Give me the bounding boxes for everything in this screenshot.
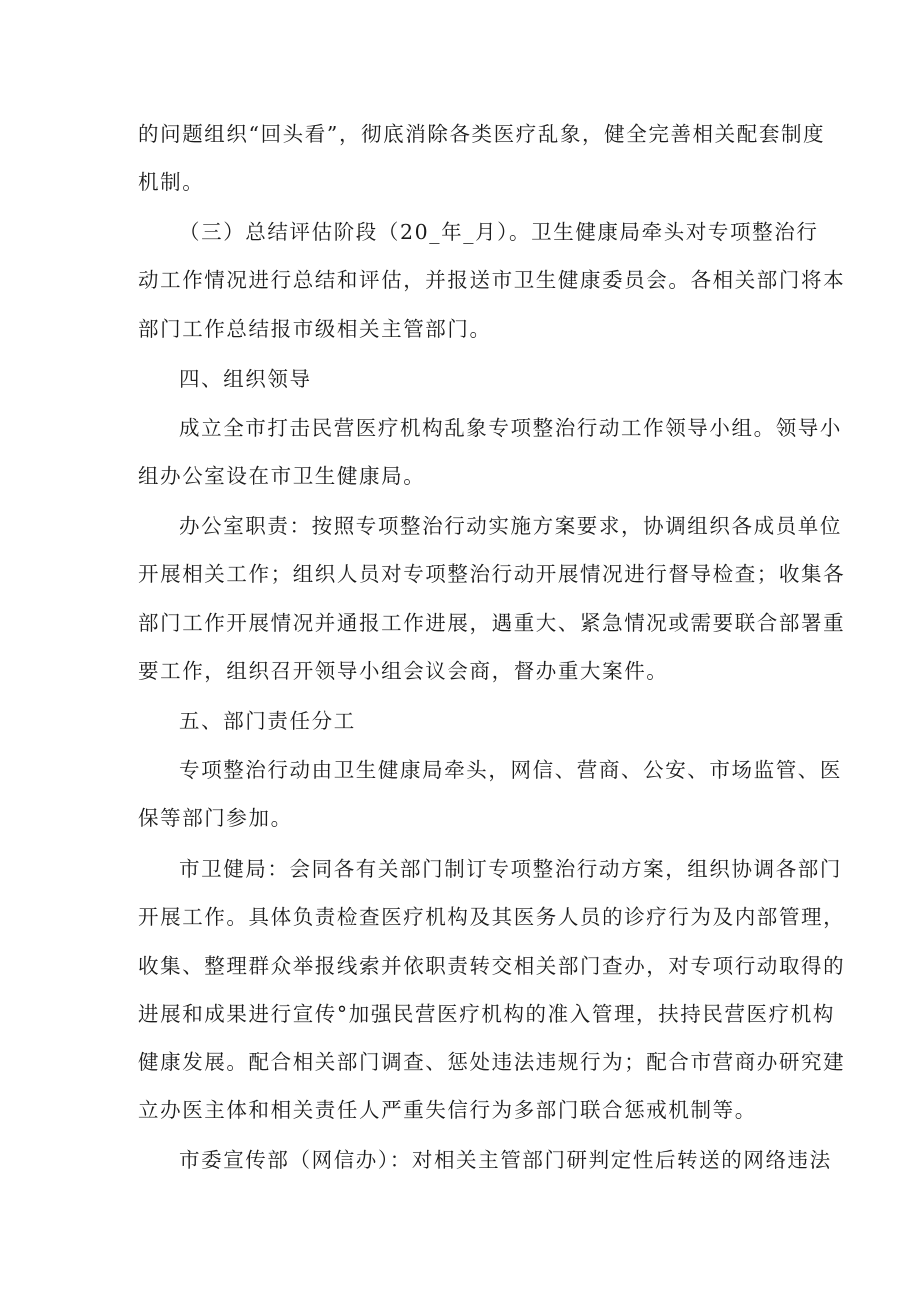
paragraph-lead-department bbox=[138, 746, 842, 843]
text-line: 开展工作。具体负责检查医疗机构及其医务人员的诊疗行为及内部管理， bbox=[138, 905, 846, 930]
text-line: 机制。 bbox=[138, 170, 205, 195]
section-heading-responsibilities bbox=[138, 697, 784, 745]
section-heading-organization bbox=[138, 355, 784, 403]
text-line: 开展相关工作；组织人员对专项整治行动开展情况进行督导检查；收集各 bbox=[138, 562, 846, 587]
text-line: 四、组织领导 bbox=[179, 367, 312, 391]
text-line: 立办医主体和相关责任人严重失信行为多部门联合惩戒机制等。 bbox=[138, 1098, 757, 1123]
paragraph-stage-three bbox=[138, 208, 846, 353]
paragraph-continuation bbox=[138, 110, 826, 207]
text-line: 专项整治行动由卫生健康局牵头，网信、营商、公安、市场监管、医 bbox=[179, 758, 842, 782]
text-line: 组办公室设在市卫生健康局。 bbox=[138, 464, 426, 489]
text-line: 部门工作开展情况并通报工作进展，遇重大、紧急情况或需要联合部署重 bbox=[138, 610, 846, 635]
paragraph-office-duties bbox=[138, 502, 846, 695]
text-line: 市卫健局：会同各有关部门制订专项整治行动方案，组织协调各部门 bbox=[179, 857, 842, 881]
text-line: 部门工作总结报市级相关主管部门。 bbox=[138, 316, 492, 341]
text-line: 动工作情况进行总结和评估，并报送市卫生健康委员会。各相关部门将本 bbox=[138, 268, 846, 293]
text-line: 保等部门参加。 bbox=[138, 806, 293, 831]
text-line: 的问题组织“回头看”，彻底消除各类医疗乱象，健全完善相关配套制度 bbox=[138, 122, 826, 146]
text-line: 收集、整理群众举报线索并依职责转交相关部门查办，对专项行动取得的 bbox=[138, 953, 846, 978]
paragraph-health-bureau bbox=[138, 845, 846, 1135]
paragraph-propaganda-dept bbox=[138, 1136, 832, 1184]
text-line: 要工作，组织召开领导小组会议会商，督办重大案件。 bbox=[138, 658, 669, 683]
text-line: 五、部门责任分工 bbox=[179, 709, 356, 733]
text-line: （三）总结评估阶段（20_年_月）。卫生健康局牵头对专项整治行 bbox=[179, 220, 819, 244]
text-line: 市委宣传部（网信办）：对相关主管部门研判定性后转送的网络违法 bbox=[179, 1148, 832, 1172]
text-line: 成立全市打击民营医疗机构乱象专项整治行动工作领导小组。领导小 bbox=[179, 416, 842, 440]
text-line: 进展和成果进行宣传°加强民营医疗机构的准入管理，扶持民营医疗机构 bbox=[138, 1001, 835, 1026]
text-line: 办公室职责：按照专项整治行动实施方案要求，协调组织各成员单位 bbox=[179, 514, 842, 538]
text-line: 健康发展。配合相关部门调查、惩处违法违规行为；配合市营商办研究建 bbox=[138, 1050, 846, 1075]
paragraph-leading-group bbox=[138, 404, 842, 501]
